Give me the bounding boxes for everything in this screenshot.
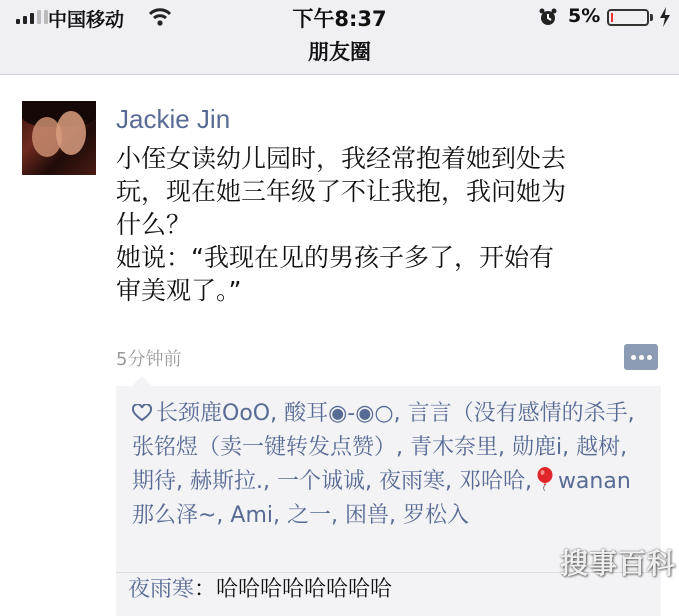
page-title: 朋友圈	[308, 40, 371, 64]
likes-names-part2[interactable]: wanan那么泽~, Ami, 之一, 困兽, 罗松入	[132, 469, 631, 528]
top-bar	[0, 0, 679, 75]
battery-percent: 5%	[568, 5, 601, 27]
carrier-label: 中国移动	[48, 9, 125, 31]
battery-tip	[650, 14, 653, 21]
avatar[interactable]	[22, 101, 96, 175]
battery-fill	[611, 13, 613, 22]
likes-names-part1[interactable]: 长颈鹿OoO, 酸耳◉-◉○, 言言（没有感情的杀手, 张铭煜（卖一键转发点赞）, 青木奈里, 勋鹿i, 越树, 期待, 赫斯拉., 一个诚诚, 夜雨寒, 邓哈哈,	[132, 401, 635, 494]
balloon-icon	[536, 467, 554, 493]
likes-list	[132, 397, 652, 533]
comment-author[interactable]: 夜雨寒	[128, 577, 195, 602]
comment-item[interactable]: 夜雨寒：哈哈哈哈哈哈哈哈	[128, 577, 393, 602]
comment-icon[interactable]	[624, 344, 658, 370]
charging-icon	[659, 6, 671, 28]
post-content: 小侄女读幼儿园时，我经常抱着她到处去 玩，现在她三年级了不让我抱，我问她为 什么？ 她说：“我现在见的男孩子多了，开始有 审美观了。”	[116, 144, 567, 305]
clock: 下午8:37	[292, 7, 387, 31]
heart-icon	[132, 404, 152, 422]
alarm-icon	[538, 7, 558, 27]
comment-text: 哈哈哈哈哈哈哈哈	[216, 577, 393, 602]
battery-icon	[607, 9, 649, 26]
watermark: 搜事百科	[560, 547, 677, 580]
post-timestamp: 5分钟前	[116, 349, 182, 370]
status-bar	[0, 0, 679, 34]
author-name[interactable]: Jackie Jin	[116, 104, 231, 134]
